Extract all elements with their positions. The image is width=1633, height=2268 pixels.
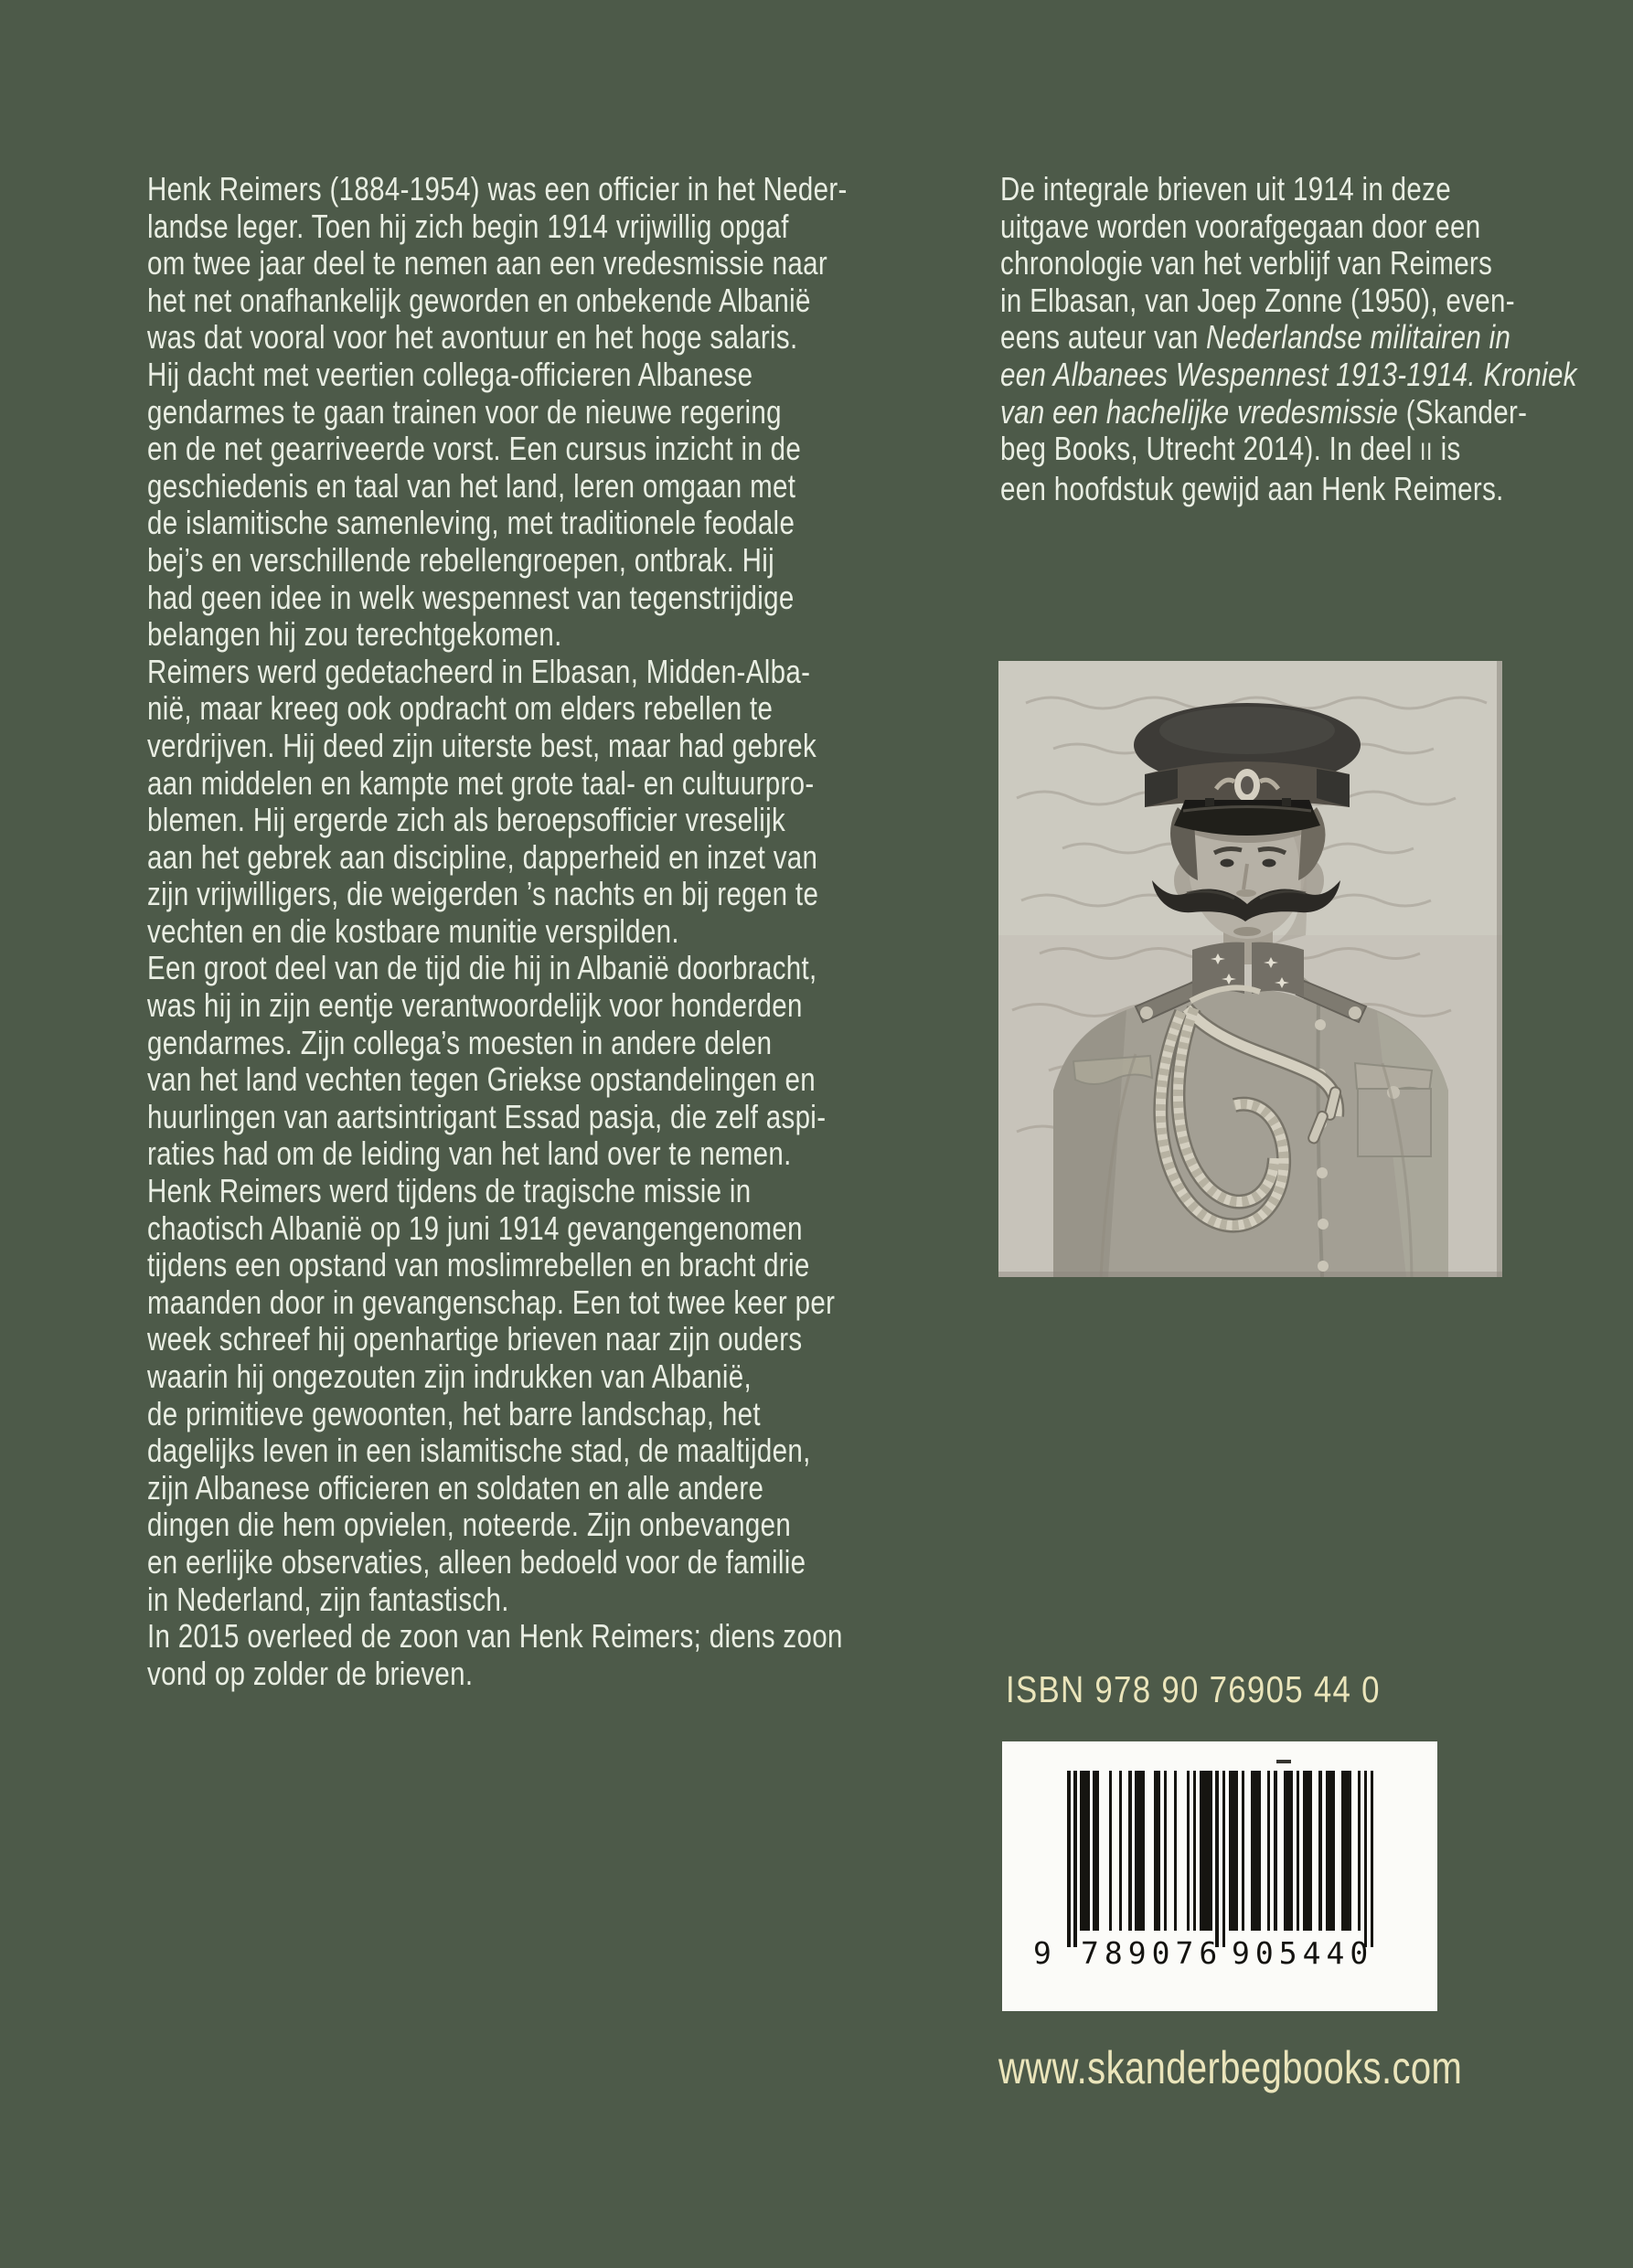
text-line: maanden door in gevangenschap. Een tot twee keer per [147,1283,836,1321]
text-line: Henk Reimers (1884-1954) was een officier in het Neder- [147,170,848,208]
text-line: beg Books, Utrecht 2014). In deel II is [1000,430,1461,468]
website-url: www.skanderbegbooks.com [998,2042,1463,2093]
text-line: verdrijven. Hij deed zijn uiterste best, maar had gebrek [147,726,817,764]
text-line: dingen die hem opvielen, noteerde. Zijn onbevangen [147,1506,792,1544]
text-line: had geen idee in welk wespennest van tegenstrijdige [147,578,795,616]
text-line: De integrale brieven uit 1914 in deze [1000,170,1451,208]
text-line: chronologie van het verblijf van Reimers [1000,244,1493,282]
text-line: belangen hij zou terechtgekomen. [147,615,562,654]
text-line: een Albanees Wespennest 1913-1914. Kroniek [1000,355,1577,393]
portrait-photo [998,661,1502,1277]
text-line: waarin hij ongezouten zijn indrukken van Albanië, [147,1358,752,1395]
text-line: aan middelen en kampte met grote taal- en cultuurpro- [147,763,815,802]
text-line: de primitieve gewoonten, het barre landschap, het [147,1394,761,1432]
text-line: huurlingen van aartsintrigant Essad pasja, die zelf aspi- [147,1097,827,1135]
barcode-digit-group: 9 [1033,1935,1051,1971]
text-line: dagelijks leven in een islamitische stad, de maaltijden, [147,1432,811,1470]
text-line: en de net gearriveerde vorst. Een cursus inzicht in de [147,430,802,468]
text-line: een hoofdstuk gewijd aan Henk Reimers. [1000,469,1504,507]
text-line: eens auteur van Nederlandse militairen in [1000,318,1511,357]
text-line: Reimers werd gedetacheerd in Elbasan, Midden-Alba- [147,652,811,690]
barcode-top-mark [1276,1760,1291,1763]
text-line: In 2015 overleed de zoon van Henk Reimers; diens zoon [147,1617,843,1656]
text-line: en eerlijke observaties, alleen bedoeld voor de familie [147,1542,806,1581]
text-line: raties had om de leiding van het land over te nemen. [147,1134,792,1173]
text-line: van een hachelijke vredesmissie (Skander- [1000,392,1528,431]
text-line: in Nederland, zijn fantastisch. [147,1580,509,1618]
text-line: landse leger. Toen hij zich begin 1914 vrijwillig opgaf [147,207,789,245]
text-line: week schreef hij openhartige brieven naar zijn ouders [147,1320,803,1358]
barcode-digit-group: 789076 [1081,1935,1223,1971]
text-line: de islamitische samenleving, met traditionele feodale [147,504,795,542]
text-line: vechten en die kostbare munitie verspilden. [147,911,679,950]
text-line: van het land vechten tegen Griekse opstandelingen en [147,1060,816,1099]
barcode-bars [1067,1771,1374,1947]
text-line: chaotisch Albanië op 19 juni 1914 gevangengenomen [147,1209,803,1247]
text-line: gendarmes. Zijn collega’s moesten in andere delen [147,1023,773,1061]
text-line: Henk Reimers werd tijdens de tragische missie in [147,1172,752,1210]
text-line: blemen. Hij ergerde zich als beroepsofficier vreselijk [147,801,786,839]
text-line: tijdens een opstand van moslimrebellen en bracht drie [147,1246,810,1284]
text-line: was dat vooral voor het avontuur en het hoge salaris. [147,318,798,357]
synopsis-text [147,171,1001,1692]
text-line: aan het gebrek aan discipline, dapperheid en inzet van [147,837,818,876]
portrait-photo-illustration [998,661,1502,1277]
text-line: geschiedenis en taal van het land, leren omgaan met [147,466,796,505]
text-line: zijn Albanese officieren en soldaten en alle andere [147,1468,764,1507]
text-line: vond op zolder de brieven. [147,1654,474,1692]
isbn-label: ISBN 978 90 76905 44 0 [1006,1668,1381,1710]
barcode-digit-group: 905440 [1232,1935,1374,1971]
text-line: bej’s en verschillende rebellengroepen, ontbrak. Hij [147,540,775,579]
text-line: nië, maar kreeg ook opdracht om elders rebellen te [147,689,774,728]
barcode-panel [1002,1741,1437,2011]
text-line: uitgave worden voorafgegaan door een [1000,207,1481,245]
text-line: Een groot deel van de tijd die hij in Albanië doorbracht, [147,949,817,987]
text-line: zijn vrijwilligers, die weigerden ’s nachts en bij regen te [147,875,819,913]
publisher-note-text [1000,171,1633,507]
text-line: Hij dacht met veertien collega-officieren Albanese [147,355,753,393]
text-line: was hij in zijn eentje verantwoordelijk voor honderden [147,986,803,1025]
text-line: om twee jaar deel te nemen aan een vredesmissie naar [147,244,827,282]
text-line: gendarmes te gaan trainen voor de nieuwe regering [147,392,782,431]
text-line: in Elbasan, van Joep Zonne (1950), even- [1000,281,1515,319]
text-line: het net onafhankelijk geworden en onbekende Albanië [147,281,811,319]
